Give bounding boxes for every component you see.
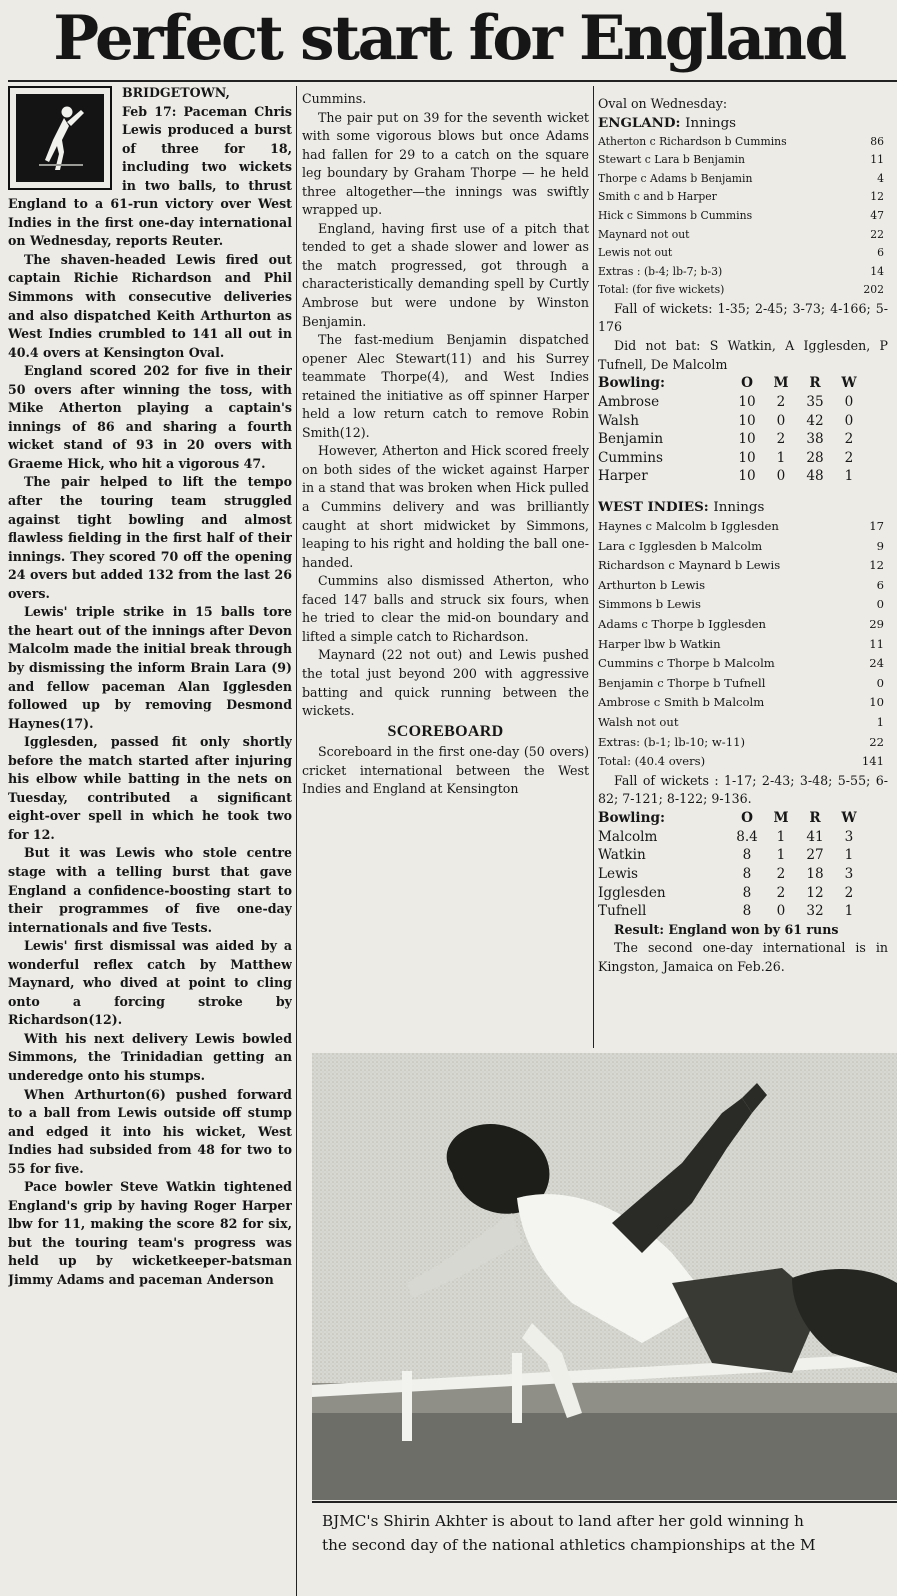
article-paragraph: England, having first use of a pitch that tended to get a shade slower and lower as the match progressed, got through a characteristically demanding spell by Curtly Ambrose but were undone by Winston Benjamin.: [302, 220, 589, 329]
batsman-name: Adams c Thorpe b Igglesden: [598, 617, 767, 632]
batsman-name: Stewart c Lara b Benjamin: [598, 153, 745, 167]
bowling-header-row: [598, 374, 866, 393]
overs: 10: [738, 412, 756, 429]
batsman-runs: 11: [870, 153, 884, 167]
col-wickets: W: [841, 375, 857, 392]
batsman-runs: 9: [876, 538, 884, 553]
bowling-row: [598, 828, 866, 847]
col-maidens: M: [773, 375, 789, 392]
col-maidens: M: [773, 810, 789, 827]
innings-label: Innings: [685, 115, 737, 131]
batsman-runs: 12: [869, 558, 884, 573]
bowling-row: [598, 430, 866, 449]
headline-rule: [8, 80, 897, 82]
match-result: Result: England won by 61 runs: [614, 921, 839, 937]
batsman-name: Harper lbw b Watkin: [598, 636, 721, 651]
batting-row: [598, 517, 888, 537]
scoreboard-column: [598, 95, 888, 1050]
overs: 10: [738, 468, 756, 485]
col-runs: R: [809, 375, 821, 392]
article-paragraph: The pair helped to lift the tempo after the touring team struggled against tight bowling and almost flawless fielding in the first half of their innings. They scored 70 off the opening 24 overs but added 132 from the last 26 overs.: [8, 474, 292, 601]
article-paragraph: With his next delivery Lewis bowled Simmons, the Trinidadian getting an underedge onto his stumps.: [8, 1030, 292, 1083]
article-paragraph: England scored 202 for five in their 50 overs after winning the toss, with Mike Atherton playing a captain's innings of 86 and sharing a fourth wicket stand of 93 in 20 overs with Graeme Hick, who hit a vigorous 47.: [8, 363, 292, 471]
batsman-runs: 6: [877, 246, 884, 260]
wickets: 0: [844, 394, 854, 411]
caption-line-2: the second day of the national athletics championships at the M: [322, 1536, 816, 1554]
batsman-name: Walsh not out: [598, 714, 679, 729]
batsman-runs: 0: [876, 675, 884, 690]
article-paragraph: Igglesden, passed fit only shortly before the match started after injuring his elbow while batting in the nets on Tuesday, contributed a significant eight-over spell in which he took two for 12.: [8, 734, 292, 842]
photo-caption: [322, 1509, 897, 1569]
article-paragraph: Cummins.: [302, 91, 367, 106]
col-overs: O: [741, 375, 753, 392]
west-indies-batting-list: [598, 517, 888, 772]
col-runs: R: [809, 810, 821, 827]
england-fall-of-wickets: Fall of wickets: 1-35; 2-45; 3-73; 4-166; 5-176: [598, 300, 888, 335]
batting-row: [598, 693, 888, 713]
batsman-name: Total: (for five wickets): [598, 283, 725, 297]
runs: 48: [806, 468, 824, 485]
maidens: 0: [776, 903, 786, 920]
maidens: 2: [776, 866, 786, 883]
article-paragraph: The pair put on 39 for the seventh wicket with some vigorous blows but once Adams had fallen for 29 to a catch on the square leg boundary by Graham Thorpe — he held three altogether—the innings was swiftly wrapped up.: [302, 109, 589, 218]
photo-caption-rule: [312, 1501, 897, 1503]
wickets: 3: [844, 828, 854, 845]
overs: 10: [738, 431, 756, 448]
batsman-runs: 22: [870, 227, 884, 241]
batsman-name: Cummins c Thorpe b Malcolm: [598, 656, 775, 671]
next-match-note: The second one-day international is in Kingston, Jamaica on Feb.26.: [598, 940, 888, 974]
west-indies-fall-of-wickets: Fall of wickets : 1-17; 2-43; 3-48; 5-55; 6-82; 7-121; 8-122; 9-136.: [598, 772, 888, 807]
batsman-name: Haynes c Malcolm b Igglesden: [598, 519, 779, 534]
batsman-runs: 6: [876, 577, 884, 592]
overs: 8: [742, 884, 752, 901]
maidens: 0: [776, 412, 786, 429]
bowling-row: [598, 467, 866, 486]
col-overs: O: [741, 810, 753, 827]
bowler-name: Ambrose: [598, 394, 660, 411]
batsman-name: Arthurton b Lewis: [598, 577, 706, 592]
runs: 27: [806, 847, 824, 864]
batting-row: [598, 188, 888, 207]
runs: 41: [806, 828, 824, 845]
column-rule-2: [593, 86, 594, 1048]
batting-row: [598, 733, 888, 753]
wickets: 1: [844, 468, 854, 485]
bowler-name: Walsh: [598, 412, 639, 429]
logo-box: [8, 86, 112, 190]
batsman-name: Extras : (b-4; lb-7; b-3): [598, 264, 723, 278]
bowling-row: [598, 846, 866, 865]
batsman-runs: 10: [869, 695, 884, 710]
batsman-name: Hick c Simmons b Cummins: [598, 208, 753, 222]
batting-row: [598, 226, 888, 245]
headline: Perfect start for England: [53, 3, 845, 74]
batsman-name: Ambrose c Smith b Malcolm: [598, 695, 765, 710]
maidens: 2: [776, 394, 786, 411]
batting-row: [598, 281, 888, 300]
caption-line-1: BJMC's Shirin Akhter is about to land after her gold winning h: [322, 1512, 804, 1530]
bowler-name: Harper: [598, 468, 648, 485]
batsman-runs: 0: [876, 597, 884, 612]
batsman-runs: 22: [869, 734, 884, 749]
bowling-label: Bowling:: [598, 810, 665, 827]
article-paragraph: When Arthurton(6) pushed forward to a ball from Lewis outside off stump and edged it into his wicket, West Indies had subsided from 48 for two to 55 for five.: [8, 1086, 292, 1176]
england-batting-list: [598, 133, 888, 300]
team-name: ENGLAND:: [598, 114, 681, 131]
batsman-name: Lara c Igglesden b Malcolm: [598, 538, 763, 553]
batting-row: [598, 556, 888, 576]
west-indies-innings-heading: [598, 498, 888, 517]
batsman-runs: 1: [876, 714, 884, 729]
runs: 12: [806, 884, 824, 901]
bowler-name: Igglesden: [598, 884, 666, 901]
bowling-row: [598, 393, 866, 412]
maidens: 1: [776, 449, 786, 466]
bowling-row: [598, 884, 866, 903]
overs: 8: [742, 866, 752, 883]
batsman-runs: 29: [869, 617, 884, 632]
batsman-runs: 17: [869, 519, 884, 534]
batsman-name: Richardson c Maynard b Lewis: [598, 558, 781, 573]
batting-row: [598, 713, 888, 733]
batting-row: [598, 263, 888, 282]
bowling-label: Bowling:: [598, 375, 665, 392]
article-paragraph: Lewis' first dismissal was aided by a wonderful reflex catch by Matthew Maynard, who dived at point to cling onto a forcing stroke by Richardson(12).: [8, 938, 292, 1028]
maidens: 1: [776, 847, 786, 864]
runs: 38: [806, 431, 824, 448]
team-name: WEST INDIES:: [598, 499, 709, 516]
dateline: BRIDGETOWN,: [122, 85, 230, 100]
batting-row: [598, 537, 888, 557]
batting-row: [598, 151, 888, 170]
batsman-runs: 14: [870, 264, 884, 278]
bowler-name: Lewis: [598, 866, 639, 883]
runs: 32: [806, 903, 824, 920]
scoreboard-intro-cont: Oval on Wednesday:: [598, 96, 728, 111]
wickets: 1: [844, 847, 854, 864]
batsman-runs: 141: [861, 754, 884, 769]
maidens: 0: [776, 468, 786, 485]
cricket-batsman-icon: [16, 94, 104, 182]
bowler-name: Cummins: [598, 449, 664, 466]
article-paragraph: Maynard (22 not out) and Lewis pushed the total just beyond 200 with aggressive batting and quick running between the wickets.: [302, 647, 589, 719]
batting-row: [598, 654, 888, 674]
bowler-name: Tufnell: [598, 903, 647, 920]
overs: 8.4: [736, 828, 758, 845]
runs: 18: [806, 866, 824, 883]
maidens: 2: [776, 431, 786, 448]
batting-row: [598, 207, 888, 226]
batsman-name: Lewis not out: [598, 246, 673, 260]
article-paragraph: Pace bowler Steve Watkin tightened England's grip by having Roger Harper lbw for 11, making the score 82 for six, but the touring team's progress was held up by wicketkeeper-batsman Jimmy Adams and paceman Anderson: [8, 1179, 292, 1287]
runs: 42: [806, 412, 824, 429]
bowling-row: [598, 865, 866, 884]
innings-label: Innings: [713, 500, 765, 516]
batting-row: [598, 635, 888, 655]
batting-row: [598, 576, 888, 596]
batsman-runs: 47: [870, 208, 884, 222]
batsman-runs: 12: [870, 190, 884, 204]
england-bowling-table: [598, 374, 866, 486]
west-indies-bowling-table: [598, 809, 866, 921]
batsman-name: Extras: (b-1; lb-10; w-11): [598, 734, 745, 749]
bowling-row: [598, 449, 866, 468]
article-column-1: [8, 84, 292, 1596]
maidens: 1: [776, 828, 786, 845]
article-paragraph: Lewis' triple strike in 15 balls tore the heart out of the innings after Devon Malcolm made the initial break through by dismissing the inform Brain Lara (9) and fellow paceman Alan Igglesden followed up by removing Desmond Haynes(17).: [8, 604, 292, 731]
article-column-2: [302, 90, 589, 1030]
column-rule-1: [296, 86, 297, 1596]
batting-row: [598, 595, 888, 615]
batsman-runs: 86: [870, 134, 884, 148]
article-paragraph: The shaven-headed Lewis fired out captain Richie Richardson and Phil Simmons with consecutive deliveries and also dispatched Keith Arthurton as West Indies crumbled to 141 all out in 40.4 overs at Kensington Oval.: [8, 251, 292, 360]
article-paragraph: The fast-medium Benjamin dispatched opener Alec Stewart(11) and his Surrey teammate Thorpe(4), and West Indies retained the initiative as off spinner Harper held a low return catch to remove Robin Smith(12).: [302, 332, 589, 440]
england-innings-heading: [598, 114, 888, 133]
wickets: 2: [844, 431, 854, 448]
wickets: 3: [844, 866, 854, 883]
col-wickets: W: [841, 810, 857, 827]
wickets: 0: [844, 412, 854, 429]
overs: 8: [742, 903, 752, 920]
batsman-name: Thorpe c Adams b Benjamin: [598, 171, 753, 185]
batsman-runs: 24: [869, 656, 884, 671]
batting-row: [598, 170, 888, 189]
bowling-row: [598, 412, 866, 431]
batsman-runs: 11: [869, 636, 884, 651]
runs: 28: [806, 449, 824, 466]
runs: 35: [806, 394, 824, 411]
batsman-runs: 4: [877, 171, 884, 185]
bowling-header-row: [598, 809, 866, 828]
wickets: 1: [844, 903, 854, 920]
batting-row: [598, 133, 888, 152]
batsman-name: Simmons b Lewis: [598, 597, 701, 612]
batsman-name: Total: (40.4 overs): [598, 754, 706, 769]
article-paragraph: But it was Lewis who stole centre stage with a telling burst that gave England a confidence-boosting start to their programmes of five one-day internationals and five Tests.: [8, 845, 292, 935]
batsman-name: Smith c and b Harper: [598, 190, 717, 204]
article-paragraph: However, Atherton and Hick scored freely on both sides of the wicket against Harper in a stand that was broken when Hick pulled a Cummins delivery and was brilliantly caught at short midwicket by Simmons, leaping to his right and holding the ball one-handed.: [302, 443, 589, 570]
athlete-landing-photo: [312, 1053, 897, 1500]
batting-row: [598, 244, 888, 263]
batsman-name: Benjamin c Thorpe b Tufnell: [598, 675, 766, 690]
batsman-runs: 202: [863, 283, 884, 297]
england-did-not-bat: Did not bat: S Watkin, A Igglesden, P Tufnell, De Malcolm: [598, 337, 888, 372]
bowler-name: Malcolm: [598, 828, 658, 845]
batting-row: [598, 615, 888, 635]
overs: 8: [742, 847, 752, 864]
overs: 10: [738, 449, 756, 466]
batting-row: [598, 674, 888, 694]
scoreboard-heading: SCOREBOARD: [387, 722, 504, 740]
bowler-name: Benjamin: [598, 431, 664, 448]
article-paragraph: Feb 17: Paceman Chris Lewis produced a burst of three for 18, including two wickets in two balls, to thrust England to a 61-run victory over West Indies in the first one-day international on Wednesday, reports Reuter.: [8, 103, 292, 249]
bowling-row: [598, 902, 866, 921]
bowler-name: Watkin: [598, 847, 646, 864]
batsman-name: Atherton c Richardson b Cummins: [598, 134, 787, 148]
batsman-name: Maynard not out: [598, 227, 690, 241]
batting-row: [598, 752, 888, 772]
scoreboard-intro: Scoreboard in the first one-day (50 overs) cricket international between the West Indies and England at Kensington: [302, 744, 589, 797]
wickets: 2: [844, 449, 854, 466]
article-paragraph: Cummins also dismissed Atherton, who faced 147 balls and struck six fours, when he tried to clear the mid-on boundary and lifted a simple catch to Richardson.: [302, 573, 589, 644]
overs: 10: [738, 394, 756, 411]
wickets: 2: [844, 884, 854, 901]
maidens: 2: [776, 884, 786, 901]
